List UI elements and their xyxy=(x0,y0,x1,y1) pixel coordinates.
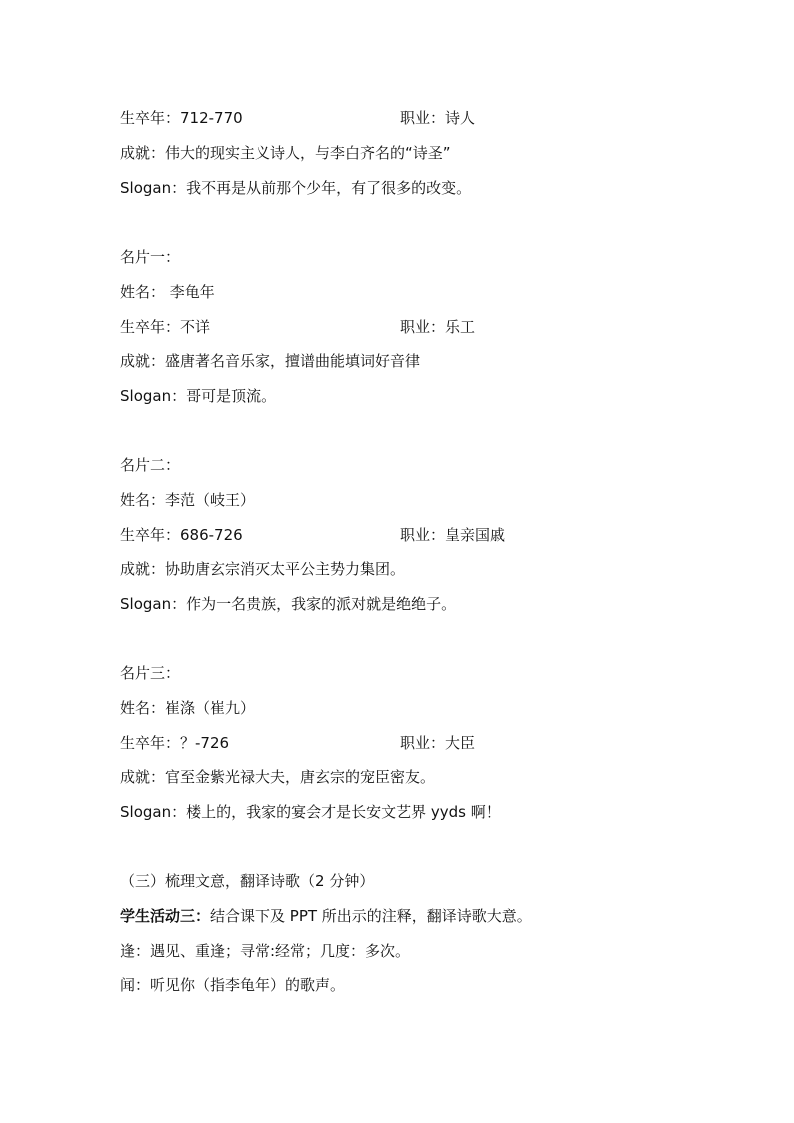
card2-slogan xyxy=(120,594,456,614)
intro-lifespan: 生卒年：712-770 xyxy=(120,109,243,127)
note-2: 闻：听见你（指李龟年）的歌声。 xyxy=(120,976,346,994)
card2-job: 职业：皇亲国戚 xyxy=(400,526,506,544)
note-1: 逢：遇见、重逢；寻常:经常；几度：多次。 xyxy=(120,942,411,960)
slogan-text: ：我不再是从前那个少年，有了很多的改变。 xyxy=(171,179,472,197)
slogan-label: Slogan xyxy=(120,595,172,613)
card1-slogan xyxy=(120,386,276,406)
slogan-label: Slogan xyxy=(120,803,172,821)
card1-header: 名片一： xyxy=(120,248,181,266)
activity-line xyxy=(120,906,532,926)
card2-achievement: 成就：协助唐玄宗消灭太平公主势力集团。 xyxy=(120,560,406,578)
card3-name: 姓名：崔涤（崔九） xyxy=(120,699,256,717)
card2-name: 姓名：李范（岐王） xyxy=(120,491,256,509)
section3-heading: （三）梳理文意，翻译诗歌（2 分钟） xyxy=(120,872,375,890)
card1-name: 姓名： 李龟年 xyxy=(120,283,215,301)
card3-job: 职业：大臣 xyxy=(400,734,476,752)
activity-label: 学生活动三： xyxy=(120,907,211,925)
card2-header: 名片二： xyxy=(120,456,181,474)
intro-slogan xyxy=(120,178,471,198)
card1-achievement: 成就：盛唐著名音乐家，擅谱曲能填词好音律 xyxy=(120,352,421,370)
card3-slogan xyxy=(120,802,501,822)
slogan-text: ：哥可是顶流。 xyxy=(171,387,277,405)
intro-achievement: 成就：伟大的现实主义诗人，与李白齐名的“诗圣” xyxy=(120,144,451,162)
card3-header: 名片三： xyxy=(120,664,181,682)
slogan-text: ：楼上的，我家的宴会才是长安文艺界 yyds 啊！ xyxy=(171,803,501,821)
card1-job: 职业：乐工 xyxy=(400,318,476,336)
card2-lifespan: 生卒年：686-726 xyxy=(120,526,243,544)
slogan-label: Slogan xyxy=(120,387,172,405)
slogan-label: Slogan xyxy=(120,179,172,197)
card3-lifespan: 生卒年：？-726 xyxy=(120,734,230,752)
card1-lifespan: 生卒年：不详 xyxy=(120,318,211,336)
slogan-text: ：作为一名贵族，我家的派对就是绝绝子。 xyxy=(171,595,457,613)
activity-text: 结合课下及 PPT 所出示的注释，翻译诗歌大意。 xyxy=(210,907,532,925)
intro-job: 职业：诗人 xyxy=(400,109,476,127)
card3-achievement: 成就：官至金紫光禄大夫，唐玄宗的宠臣密友。 xyxy=(120,768,436,786)
